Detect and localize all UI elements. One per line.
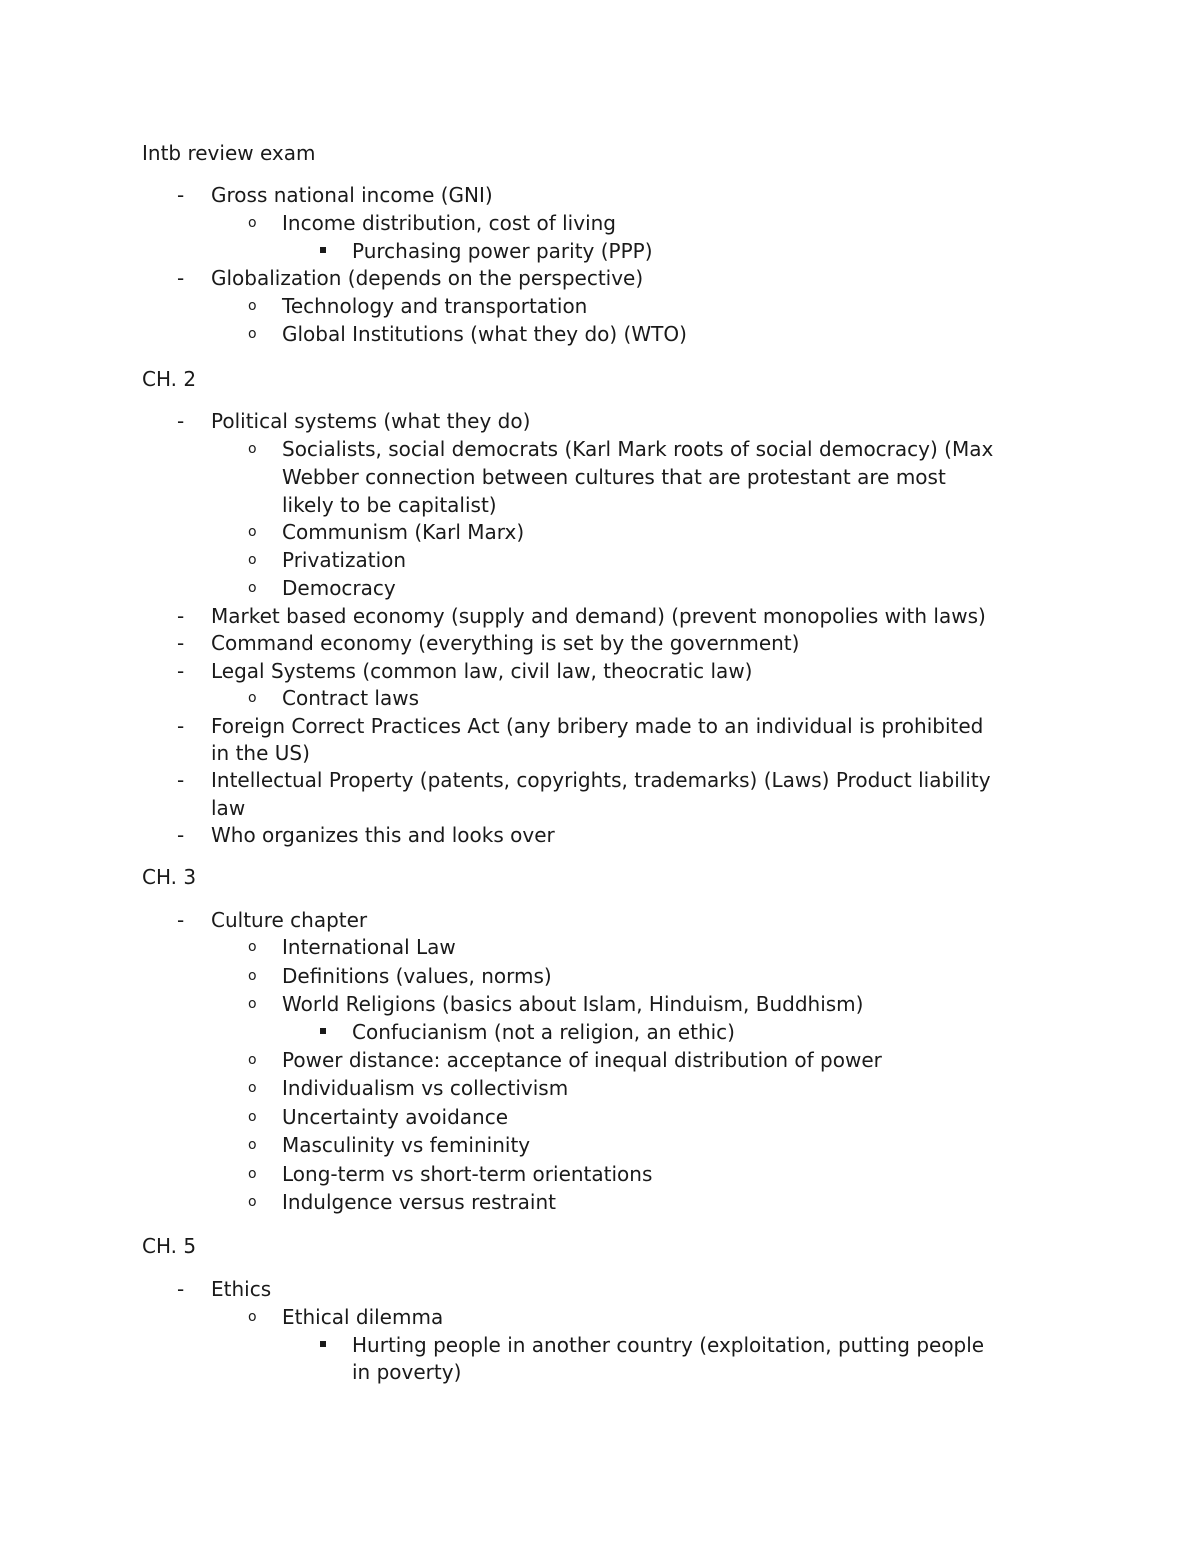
list-item: Long-term vs short-term orientations xyxy=(282,1162,653,1186)
dash-bullet: - xyxy=(177,823,185,847)
list-item-continuation: in the US) xyxy=(211,741,310,765)
list-item: Confucianism (not a religion, an ethic) xyxy=(352,1020,735,1044)
list-item: Gross national income (GNI) xyxy=(211,183,493,207)
list-item: Command economy (everything is set by the government) xyxy=(211,631,800,655)
circle-bullet: o xyxy=(248,1309,257,1325)
list-item: Ethical dilemma xyxy=(282,1305,444,1329)
circle-bullet: o xyxy=(248,968,257,984)
circle-bullet: o xyxy=(248,580,257,596)
circle-bullet: o xyxy=(248,1109,257,1125)
list-item: Socialists, social democrats (Karl Mark roots of social democracy) (Max xyxy=(282,437,994,461)
circle-bullet: o xyxy=(248,552,257,568)
list-item: Indulgence versus restraint xyxy=(282,1190,556,1214)
dash-bullet: - xyxy=(177,908,185,932)
list-item: Privatization xyxy=(282,548,407,572)
list-item: Who organizes this and looks over xyxy=(211,823,555,847)
square-bullet-icon xyxy=(320,247,326,253)
list-item: Power distance: acceptance of inequal distribution of power xyxy=(282,1048,882,1072)
dash-bullet: - xyxy=(177,659,185,683)
list-item-continuation: law xyxy=(211,796,246,820)
list-item: International Law xyxy=(282,935,456,959)
list-item: World Religions (basics about Islam, Hinduism, Buddhism) xyxy=(282,992,864,1016)
document-title: Intb review exam xyxy=(142,141,316,165)
chapter-heading: CH. 3 xyxy=(142,865,197,889)
circle-bullet: o xyxy=(248,326,257,342)
circle-bullet: o xyxy=(248,215,257,231)
list-item-continuation: Webber connection between cultures that are protestant are most xyxy=(282,465,946,489)
circle-bullet: o xyxy=(248,441,257,457)
list-item: Political systems (what they do) xyxy=(211,409,531,433)
dash-bullet: - xyxy=(177,631,185,655)
list-item: Technology and transportation xyxy=(282,294,588,318)
chapter-heading: CH. 2 xyxy=(142,367,197,391)
dash-bullet: - xyxy=(177,714,185,738)
list-item: Contract laws xyxy=(282,686,419,710)
list-item: Democracy xyxy=(282,576,396,600)
list-item: Uncertainty avoidance xyxy=(282,1105,509,1129)
list-item: Foreign Correct Practices Act (any bribery made to an individual is prohibited xyxy=(211,714,984,738)
square-bullet-icon xyxy=(320,1028,326,1034)
circle-bullet: o xyxy=(248,1137,257,1153)
circle-bullet: o xyxy=(248,1052,257,1068)
dash-bullet: - xyxy=(177,183,185,207)
list-item: Individualism vs collectivism xyxy=(282,1076,569,1100)
list-item: Definitions (values, norms) xyxy=(282,964,552,988)
list-item: Legal Systems (common law, civil law, theocratic law) xyxy=(211,659,753,683)
dash-bullet: - xyxy=(177,409,185,433)
circle-bullet: o xyxy=(248,1080,257,1096)
list-item: Income distribution, cost of living xyxy=(282,211,617,235)
list-item: Intellectual Property (patents, copyrights, trademarks) (Laws) Product liability xyxy=(211,768,991,792)
list-item: Globalization (depends on the perspective) xyxy=(211,266,644,290)
list-item: Global Institutions (what they do) (WTO) xyxy=(282,322,687,346)
list-item-continuation: in poverty) xyxy=(352,1360,462,1384)
dash-bullet: - xyxy=(177,768,185,792)
list-item: Culture chapter xyxy=(211,908,368,932)
square-bullet-icon xyxy=(320,1341,326,1347)
dash-bullet: - xyxy=(177,266,185,290)
circle-bullet: o xyxy=(248,298,257,314)
list-item: Masculinity vs femininity xyxy=(282,1133,531,1157)
dash-bullet: - xyxy=(177,604,185,628)
list-item: Ethics xyxy=(211,1277,272,1301)
list-item: Market based economy (supply and demand) (prevent monopolies with laws) xyxy=(211,604,986,628)
list-item: Communism (Karl Marx) xyxy=(282,520,525,544)
dash-bullet: - xyxy=(177,1277,185,1301)
chapter-heading: CH. 5 xyxy=(142,1234,197,1258)
circle-bullet: o xyxy=(248,524,257,540)
circle-bullet: o xyxy=(248,1166,257,1182)
circle-bullet: o xyxy=(248,690,257,706)
list-item: Hurting people in another country (exploitation, putting people xyxy=(352,1333,985,1357)
circle-bullet: o xyxy=(248,996,257,1012)
circle-bullet: o xyxy=(248,939,257,955)
list-item: Purchasing power parity (PPP) xyxy=(352,239,653,263)
list-item-continuation: likely to be capitalist) xyxy=(282,493,497,517)
circle-bullet: o xyxy=(248,1194,257,1210)
